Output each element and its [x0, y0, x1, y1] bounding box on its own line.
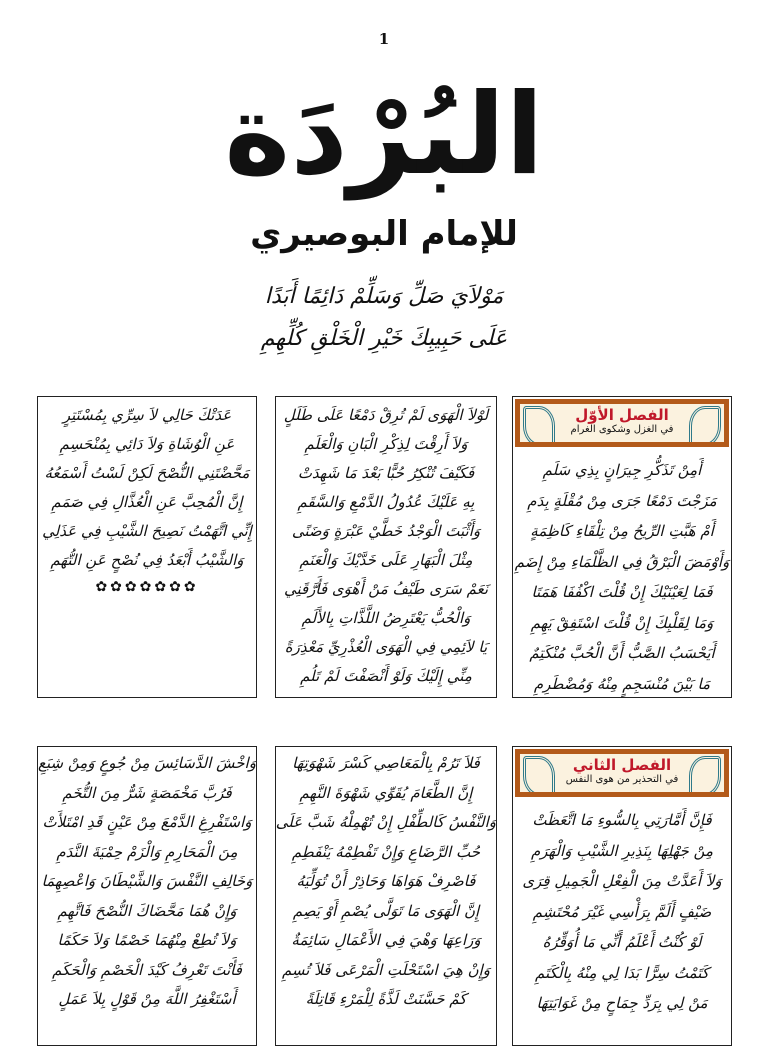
verse-line: أَسْتَغْفِرُ اللَّهَ مِنْ قَوْلٍ بِلاَ عَمَلٍ	[58, 990, 236, 1008]
verse-line: وَالنَّفْسُ كَالطِّفْلِ إِنْ تُهْمِلْهُ شَبَّ عَلَى	[276, 813, 496, 831]
verse-line: وَالْحُبُّ يَعْتَرِضُ اللَّذَّاتِ بِالأَلَمِ	[301, 609, 471, 627]
verse-line: فَلاَ تَرُمْ بِالْمَعَاصِي كَسْرَ شَهْوَتِهَا	[292, 754, 480, 772]
verse-line: مَنْ لِي بِرَدِّ جِمَاحٍ مِنْ غَوَايَتِهَا	[536, 994, 708, 1012]
verse-line: وَإِنْ هُمَا مَحَّضَاكَ النُّصْحَ فَاتَّهِمِ	[57, 901, 237, 920]
verse-line: عَدَتْكَ حَالِي لاَ سِرِّي بِمُسْتَتِرٍ	[62, 406, 232, 424]
verse-line: وَأَوْمَضَ الْبَرْقُ فِي الظَّلْمَاءِ مِنْ إِضَمِ	[514, 552, 730, 571]
verse-line: وَاخْشَ الدَّسَائِسَ مِنْ جُوعٍ وَمِنْ شِبَعِ	[38, 754, 256, 772]
verse-line: فَكَيْفَ تُنْكِرُ حُبًّا بَعْدَ مَا شَهِدَتْ	[297, 464, 475, 482]
verse-line: بِهِ عَلَيْكَ عُدُولُ الدَّمْعِ وَالسَّقَمِ	[297, 493, 475, 511]
ornament-divider: ✿✿✿✿✿✿✿	[95, 579, 199, 595]
verse-line: ضَيْفٍ أَلَمَّ بِرَأْسِي غَيْرَ مُحْتَشِمِ	[532, 902, 712, 921]
verse-line: فَإِنَّ أَمَّارَتِي بِالسُّوءِ مَا اتَّعَظَتْ	[532, 811, 712, 829]
verse-line: فَأَنْتَ تَعْرِفُ كَيْدَ الْخَصْمِ وَالْحَكَمِ	[52, 960, 242, 979]
verse-line: وَأَثْبَتَ الْوَجْدُ خَطَّيْ عَبْرَةٍ وَضَنًى	[291, 522, 481, 540]
verse-line: وَاسْتَفْرِغِ الدَّمْعَ مِنْ عَيْنٍ قَدِ امْتَلأَتْ	[42, 813, 252, 831]
verse-line: إِنَّ الْمُحِبَّ عَنِ الْعُذَّالِ فِي صَمَمِ	[51, 493, 243, 511]
verse-line: وَرَاعِهَا وَهْيَ فِي الأَعْمَالِ سَائِمَةٌ	[291, 931, 481, 949]
verses-panel-middle-2	[275, 746, 497, 1046]
verse-line: وَالشَّيْبُ أَبْعَدُ فِي نُصْحٍ عَنِ التُّهَمِ	[50, 551, 244, 569]
verse-line: مَزَجْتَ دَمْعًا جَرَى مِنْ مُقْلَةٍ بِدَمِ	[527, 491, 717, 510]
verse-line: فَاصْرِفْ هَوَاهَا وَحَاذِرْ أَنْ تُوَلِّيَهُ	[296, 872, 476, 890]
verse-line: نَعَمْ سَرَى طَيْفُ مَنْ أَهْوَى فَأَرَّقَنِي	[283, 580, 489, 598]
verse-line: وَإِنْ هِيَ اسْتَحْلَتِ الْمَرْعَى فَلاَ تُسِمِ	[281, 960, 491, 979]
verse-line: إِنَّ الْهَوَى مَا تَوَلَّى يُصْمِ أَوْ يَصِمِ	[292, 901, 480, 920]
verse-line: أَمِنْ تَذَكُّرِ جِيرَانٍ بِذِي سَلَمِ	[542, 461, 702, 479]
page-number: 1	[378, 30, 390, 48]
chapter-2-header	[515, 749, 729, 797]
chapter-2-subtitle: في التحذير من هوى النفس	[565, 774, 679, 785]
author-line: للإمام البوصيري	[250, 214, 518, 254]
verse-line: مِنْ جَهْلِهَا بِنَذِيرِ الشَّيْبِ وَالْهَرَمِ	[530, 841, 714, 860]
verse-line: مَا بَيْنَ مُنْسَجِمٍ مِنْهُ وَمُضْطَرِمِ	[533, 674, 711, 693]
chapter-1-subtitle: في الغزل وشكوى الغرام	[570, 424, 674, 435]
verse-line: وَلاَ تُطِعْ مِنْهُمَا خَصْمًا وَلاَ حَكَمًا	[57, 931, 237, 949]
chapter-1-header	[515, 399, 729, 447]
verse-line: مِنِّي إِلَيْكَ وَلَوْ أَنْصَفْتَ لَمْ تَلُمِ	[300, 667, 472, 685]
verse-line: فَرُبَّ مَخْمَصَةٍ شَرٌّ مِنَ التُّخَمِ	[62, 783, 232, 802]
chapter-1-panel	[512, 396, 732, 698]
verses-panel-left-2	[37, 746, 257, 1046]
verse-line: أَمْ هَبَّتِ الرِّيحُ مِنْ تِلْقَاءِ كَاظِمَةٍ	[530, 522, 714, 540]
verse-line: مَحَّضْتَنِي النُّصْحَ لَكِنْ لَسْتُ أَسْمَعُهُ	[44, 464, 250, 482]
verse-line: يَا لاَئِمِي فِي الْهَوَى الْعُذْرِيِّ مَعْذِرَةً	[284, 638, 488, 656]
verse-line: حُبِّ الرَّضَاعِ وَإِنْ تَفْطِمْهُ يَنْفَطِمِ	[291, 842, 481, 861]
verse-line: لَوْ كُنْتُ أَعْلَمُ أَنِّي مَا أُوَقِّرُهُ	[542, 933, 702, 951]
verse-line: وَخَالِفِ النَّفْسَ وَالشَّيْطَانَ وَاعْصِهِمَا	[41, 872, 253, 890]
verses-panel-left-1	[37, 396, 257, 698]
verse-line: فَمَا لِعَيْنَيْكَ إِنْ قُلْتَ اكْفُفَا هَمَتَا	[531, 583, 713, 601]
page-title: البُرْدَة	[224, 70, 544, 200]
verses-panel-middle-1	[275, 396, 497, 698]
intro-line-1: مَوْلاَيَ صَلِّ وَسَلِّمْ دَائِمًا أَبَدًا	[264, 284, 504, 309]
verse-line: أَيَحْسَبُ الصَّبُّ أَنَّ الْحُبَّ مُنْكَتِمٌ	[529, 644, 715, 662]
verse-line: عَنِ الْوُشَاةِ وَلاَ دَائِي بِمُنْحَسِمِ	[59, 435, 235, 453]
intro-line-2: عَلَى حَبِيبِكَ خَيْرِ الْخَلْقِ كُلِّهِمِ	[260, 326, 508, 351]
verse-line: لَوْلاَ الْهَوَى لَمْ تُرِقْ دَمْعًا عَلَى طَلَلٍ	[283, 406, 489, 424]
verse-line: إِنِّي اتَّهَمْتُ نَصِيحَ الشَّيْبِ فِي عَذَلِي	[42, 522, 252, 540]
verse-line: وَلاَ أَعَدَّتْ مِنَ الْفِعْلِ الْجَمِيلِ قِرَى	[522, 872, 722, 890]
verse-line: كَتَمْتُ سِرًّا بَدَا لِي مِنْهُ بِالْكَتَمِ	[535, 963, 709, 982]
verse-line: مِثْلَ الْبَهَارِ عَلَى خَدَّيْكَ وَالْعَنَمِ	[299, 551, 473, 569]
chapter-1-title: الفصل الأوّل	[575, 406, 669, 424]
verse-line: كَمْ حَسَّنَتْ لَذَّةً لِلْمَرْءِ قَاتِلَةً	[305, 990, 467, 1008]
verse-line: مِنَ الْمَحَارِمِ وَالْزَمْ حِمْيَةَ النَّدَمِ	[56, 842, 238, 861]
chapter-2-panel	[512, 746, 732, 1046]
verse-line: وَلاَ أَرِقْتَ لِذِكْرِ الْبَانِ وَالْعَلَمِ	[304, 435, 468, 453]
verse-line: إِنَّ الطَّعَامَ يُقَوِّي شَهْوَةَ النَّهِمِ	[299, 783, 473, 802]
verse-line: وَمَا لِقَلْبِكَ إِنْ قُلْتَ اسْتَفِقْ يَهِمِ	[530, 613, 714, 632]
chapter-2-title: الفصل الثاني	[572, 756, 672, 774]
